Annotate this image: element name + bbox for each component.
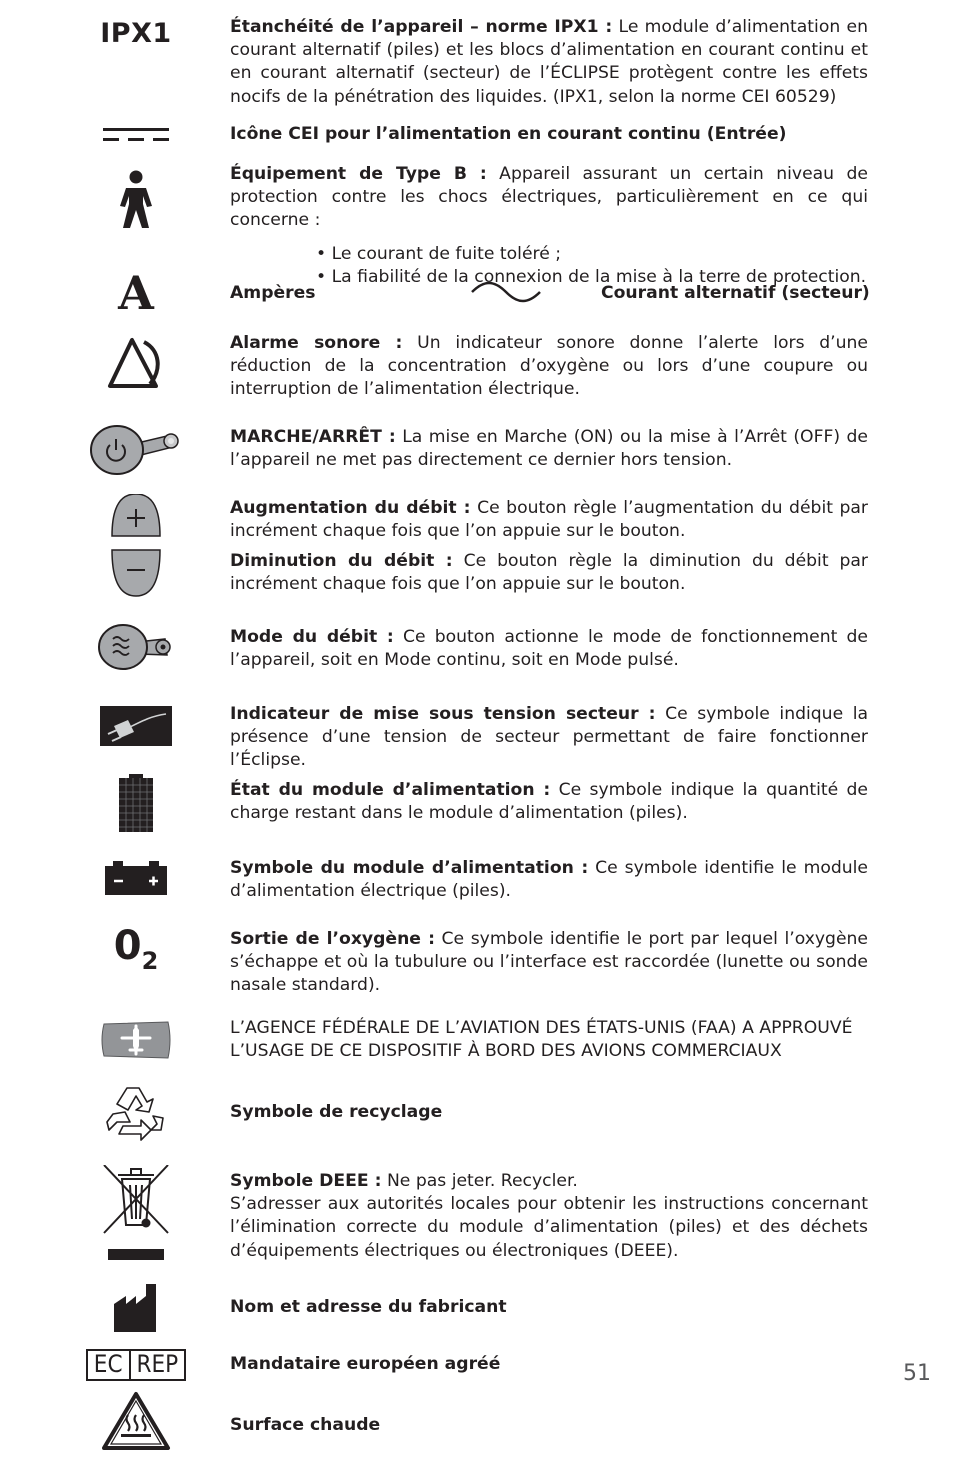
recycling-icon [80,1081,192,1143]
alarm-body: Un indicateur sonore donne l’alerte lors d’une réduction de la concentration d’oxygène ou lors d’une coupure ou interruption de l’alimentation électrique. [230,333,868,400]
weee-lead: Symbole DEEE : [230,1171,382,1191]
ec-rep-lead: Mandataire européen agréé [230,1354,501,1374]
ipx1-lead: Étanchéité de l’appareil – norme IPX1 : [230,17,613,37]
power-button-icon [80,422,192,478]
flow-up-description [230,497,868,543]
airplane-icon [80,1019,192,1061]
ec-rep-icon-right: REP [129,1351,185,1378]
ipx1-icon [80,16,192,52]
amperes-lead: Ampères [230,283,316,303]
mains-plug-icon [80,705,192,747]
oxygen-icon-sub: 2 [141,946,159,975]
type-b-bullet: • La fiabilité de la connexion de la mise à la terre de protection. [316,266,868,289]
flow-down-lead: Diminution du débit : [230,551,453,571]
oxygen-outlet-icon [80,922,192,982]
type-b-lead: Équipement de Type B : [230,164,487,184]
ipx1-icon-label: IPX1 [100,18,172,50]
battery-state-body: Ce symbole indique la quantité de charge restant dans le module d’alimentation (piles). [230,780,868,824]
flow-down-body: Ce bouton règle la diminution du débit par incrément chaque fois que l’on appuie sur le bouton. [230,551,868,595]
flow-mode-button-icon [80,622,192,674]
ec-rep-description [230,1353,868,1376]
manufacturer-description [230,1296,868,1319]
weee-body-1: Ne pas jeter. Recycler. [381,1171,578,1191]
power-description [230,426,868,472]
ipx1-body: Le module d’alimentation en courant alternatif (piles) et les blocs d’alimentation en courant continu et en courant alternatif (secteur) de l’ÉCLIPSE protègent contre les effets nocifs de la pénétration des liquides. (IPX1, selon la norme CEI 60529) [230,17,868,107]
mains-description [230,703,868,773]
power-body: La mise en Marche (ON) ou la mise à l’Arrêt (OFF) de l’appareil ne met pas directement ce dernier hors tension. [230,427,869,471]
ac-current-icon [470,282,542,304]
weee-body-2: S’adresser aux autorités locales pour obtenir les instructions concernant l’élimination correcte du module d’alimentation (piles) et des déchets d’équipements électriques ou électroniques (DEEE). [230,1194,868,1261]
type-b-person-icon [80,169,192,231]
oxygen-lead: Sortie de l’oxygène : [230,929,435,949]
flow-mode-body: Ce bouton actionne le mode de fonctionnement de l’appareil, soit en Mode continu, soit en Mode pulsé. [230,627,868,671]
alarm-description [230,332,868,402]
hot-surface-warning-icon [80,1390,192,1452]
manufacturer-factory-icon [80,1280,192,1334]
ec-rep-icon-left: EC [93,1350,123,1379]
ipx1-description [230,16,868,109]
battery-symbol-lead: Symbole du module d’alimentation : [230,858,589,878]
battery-state-lead: État du module d’alimentation : [230,780,551,800]
recycling-description [230,1101,868,1124]
flow-mode-description [230,626,868,672]
mains-body: Ce symbole indique la présence d’une tension de secteur permettant de faire fonctionner l’Éclipse. [230,704,868,771]
recycling-lead: Symbole de recyclage [230,1102,443,1122]
flow-mode-lead: Mode du débit : [230,627,394,647]
faa-body: L’AGENCE FÉDÉRALE DE L’AVIATION DES ÉTATS-UNIS (FAA) A APPROUVÉ L’USAGE DE CE DISPOSITIF À BORD DES AVIONS COMMERCIAUX [230,1018,853,1062]
flow-up-lead: Augmentation du débit : [230,498,471,518]
weee-crossed-bin-icon [80,1164,192,1262]
flow-down-description [230,550,868,596]
type-b-bullet: • Le courant de fuite toléré ; [316,243,868,266]
dc-lead: Icône CEI pour l’alimentation en courant continu (Entrée) [230,124,787,144]
power-lead: MARCHE/ARRÊT : [230,427,396,447]
dc-description [230,123,868,146]
battery-level-icon [80,773,192,833]
oxygen-description [230,928,868,998]
page-number: 51 [903,1361,931,1386]
ec-rep-icon [80,1347,192,1383]
oxygen-body: Ce symbole identifie le port par lequel l’oxygène s’échappe et où la tubulure ou l’interface est raccordée (lunette ou sonde nasale standard). [230,929,869,996]
type-b-body: Appareil assurant un certain niveau de protection contre les chocs électriques, particulièrement en ce qui concerne : [230,164,868,231]
weee-description [230,1170,868,1263]
flow-buttons-icon [80,493,192,599]
ac-current-label: Courant alternatif (secteur) [601,283,870,303]
battery-state-description [230,779,868,825]
alarm-lead: Alarme sonore : [230,333,403,353]
battery-icon [80,859,192,897]
manufacturer-lead: Nom et adresse du fabricant [230,1297,507,1317]
hot-surface-description [230,1414,868,1437]
amperes-icon-label: A [118,266,154,321]
flow-up-body: Ce bouton règle l’augmentation du débit par incrément chaque fois que l’on appuie sur le bouton. [230,498,869,542]
mains-lead: Indicateur de mise sous tension secteur : [230,704,656,724]
faa-description [230,1017,868,1063]
alarm-bell-icon [80,336,192,390]
hot-surface-lead: Surface chaude [230,1415,381,1435]
dc-current-icon [80,123,192,147]
battery-symbol-description [230,857,868,903]
flow-down-button-shape [112,550,160,596]
amperes-icon [80,266,192,321]
oxygen-icon-main: 0 [113,922,142,969]
type-b-description [230,163,868,289]
battery-symbol-body: Ce symbole identifie le module d’alimentation électrique (piles). [230,858,868,902]
